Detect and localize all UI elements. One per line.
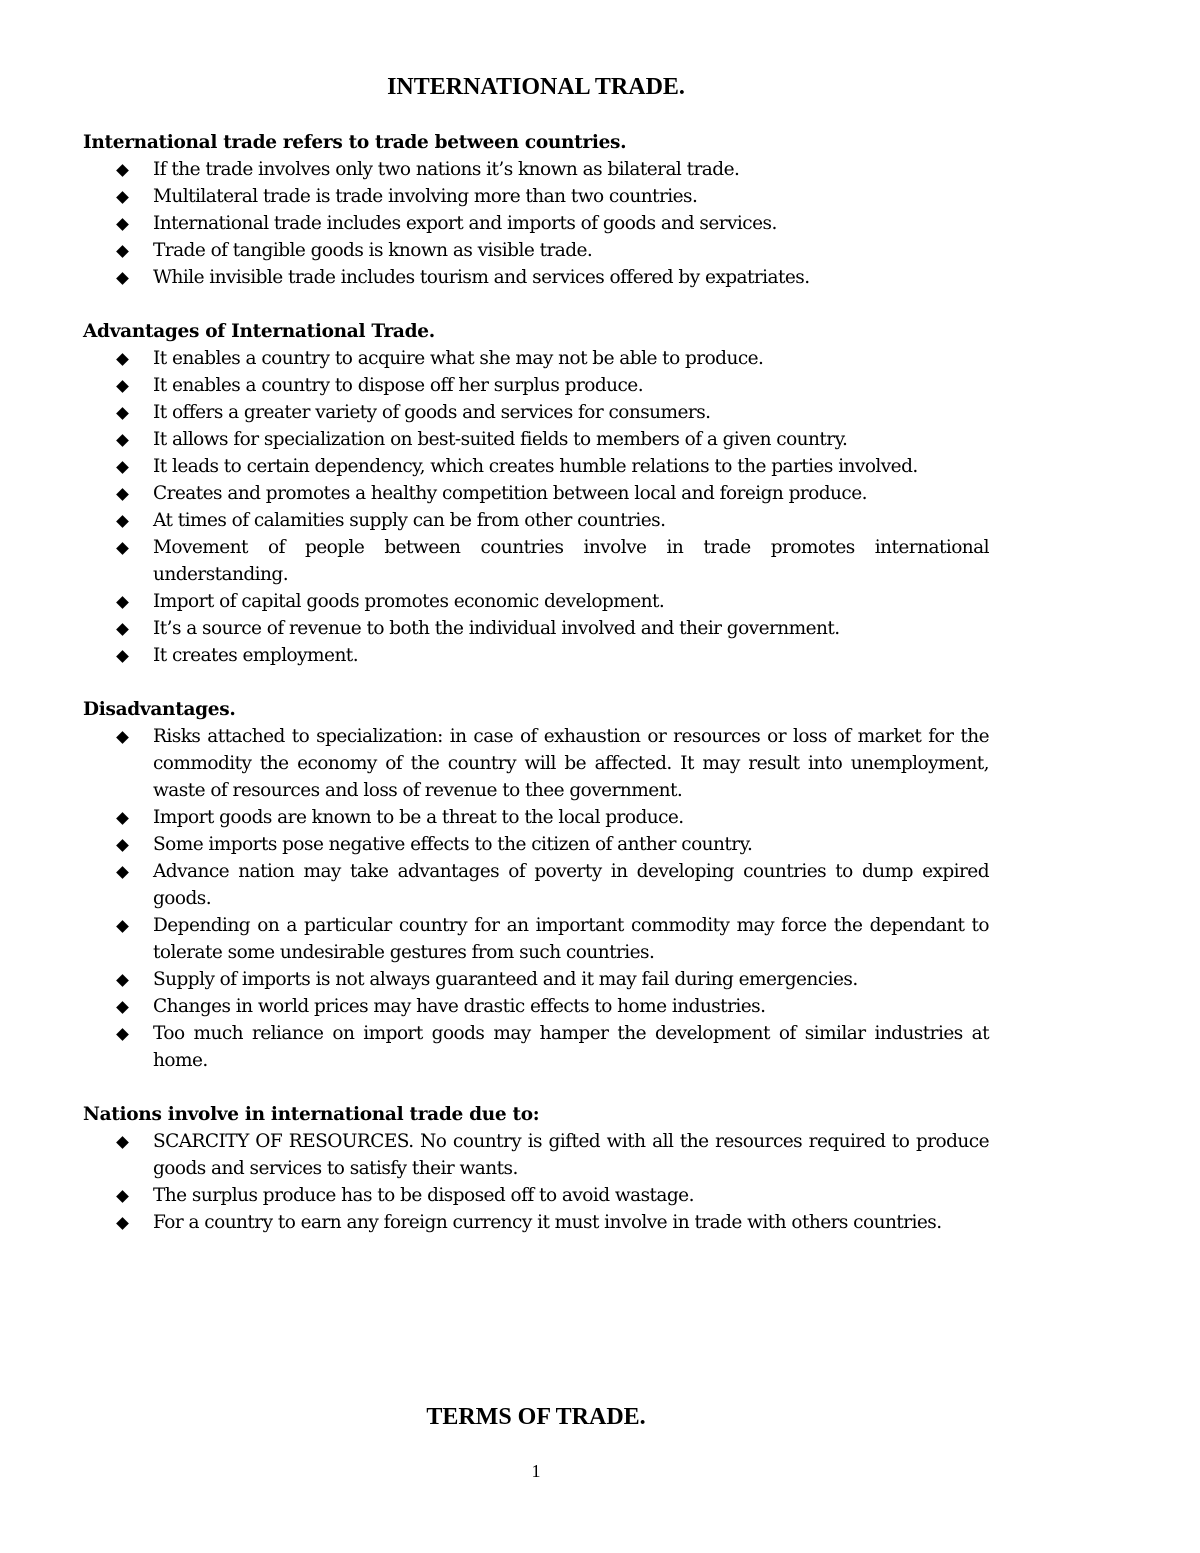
section-heading: Nations involve in international trade due to: xyxy=(83,1104,540,1125)
bullet-list xyxy=(83,723,989,1074)
list-item-text: Supply of imports is not always guaranteed and it may fail during emergencies. xyxy=(153,969,858,990)
list-item-text: Trade of tangible goods is known as visible trade. xyxy=(153,240,593,261)
list-item xyxy=(83,264,989,291)
list-item xyxy=(83,588,989,615)
list-item xyxy=(83,534,989,588)
list-item-text: Some imports pose negative effects to the citizen of anther country. xyxy=(153,834,753,855)
list-item xyxy=(83,831,989,858)
section-heading: International trade refers to trade between countries. xyxy=(83,132,627,153)
diamond-bullet-icon xyxy=(116,974,129,987)
bullet-list xyxy=(83,156,989,291)
list-item xyxy=(83,507,989,534)
list-item-text: It leads to certain dependency, which creates humble relations to the parties involved. xyxy=(153,456,918,477)
diamond-bullet-icon xyxy=(116,515,129,528)
diamond-bullet-icon xyxy=(116,1136,129,1149)
list-item xyxy=(83,1182,989,1209)
list-item-text: At times of calamities supply can be from other countries. xyxy=(153,510,666,531)
list-item-text: It offers a greater variety of goods and services for consumers. xyxy=(153,402,711,423)
page-title: INTERNATIONAL TRADE. xyxy=(387,74,685,100)
list-item xyxy=(83,642,989,669)
list-item xyxy=(83,453,989,480)
diamond-bullet-icon xyxy=(116,191,129,204)
diamond-bullet-icon xyxy=(116,218,129,231)
list-item xyxy=(83,1209,989,1236)
list-item xyxy=(83,966,989,993)
list-item xyxy=(83,858,989,912)
list-item-text: For a country to earn any foreign currency it must involve in trade with others countries. xyxy=(153,1212,942,1233)
page-number: 1 xyxy=(531,1461,541,1481)
section-heading: Advantages of International Trade. xyxy=(83,321,435,342)
list-item-text: If the trade involves only two nations it’s known as bilateral trade. xyxy=(153,159,740,180)
diamond-bullet-icon xyxy=(116,1028,129,1041)
diamond-bullet-icon xyxy=(116,542,129,555)
diamond-bullet-icon xyxy=(116,839,129,852)
next-section-title: TERMS OF TRADE. xyxy=(426,1404,646,1430)
list-item-text: Import goods are known to be a threat to the local produce. xyxy=(153,807,684,828)
diamond-bullet-icon xyxy=(116,353,129,366)
list-item xyxy=(83,804,989,831)
list-item-text: International trade includes export and imports of goods and services. xyxy=(153,213,777,234)
list-item xyxy=(83,426,989,453)
list-item-text: SCARCITY OF RESOURCES. No country is gifted with all the resources required to produce goods and services to satisfy their wants. xyxy=(153,1131,989,1179)
section-heading: Disadvantages. xyxy=(83,699,236,720)
diamond-bullet-icon xyxy=(116,407,129,420)
list-item xyxy=(83,237,989,264)
diamond-bullet-icon xyxy=(116,1190,129,1203)
list-item-text: Movement of people between countries involve in trade promotes international understanding. xyxy=(153,537,989,585)
list-item-text: The surplus produce has to be disposed off to avoid wastage. xyxy=(153,1185,694,1206)
list-item xyxy=(83,183,989,210)
list-item xyxy=(83,1128,989,1182)
diamond-bullet-icon xyxy=(116,650,129,663)
document-body xyxy=(83,129,989,1263)
section-disadvantages xyxy=(83,696,989,1074)
list-item xyxy=(83,372,989,399)
diamond-bullet-icon xyxy=(116,731,129,744)
list-item-text: It’s a source of revenue to both the individual involved and their government. xyxy=(153,618,840,639)
list-item-text: Import of capital goods promotes economic development. xyxy=(153,591,665,612)
diamond-bullet-icon xyxy=(116,434,129,447)
list-item-text: Multilateral trade is trade involving more than two countries. xyxy=(153,186,698,207)
list-item xyxy=(83,399,989,426)
diamond-bullet-icon xyxy=(116,920,129,933)
list-item xyxy=(83,723,989,804)
list-item-text: Advance nation may take advantages of poverty in developing countries to dump expired goods. xyxy=(153,861,989,909)
list-item-text: It enables a country to dispose off her surplus produce. xyxy=(153,375,644,396)
list-item-text: While invisible trade includes tourism and services offered by expatriates. xyxy=(153,267,810,288)
list-item-text: It allows for specialization on best-suited fields to members of a given country. xyxy=(153,429,848,450)
list-item xyxy=(83,480,989,507)
section-overview xyxy=(83,129,989,291)
list-item xyxy=(83,912,989,966)
diamond-bullet-icon xyxy=(116,596,129,609)
list-item xyxy=(83,1020,989,1074)
list-item-text: Creates and promotes a healthy competition between local and foreign produce. xyxy=(153,483,867,504)
diamond-bullet-icon xyxy=(116,1001,129,1014)
section-advantages xyxy=(83,318,989,669)
list-item-text: It enables a country to acquire what she may not be able to produce. xyxy=(153,348,764,369)
list-item xyxy=(83,615,989,642)
section-reasons xyxy=(83,1101,989,1236)
diamond-bullet-icon xyxy=(116,461,129,474)
list-item xyxy=(83,156,989,183)
list-item xyxy=(83,210,989,237)
list-item xyxy=(83,993,989,1020)
list-item-text: Risks attached to specialization: in case of exhaustion or resources or loss of market for the commodity the economy of the country will be affected. It may result into unemployment, waste of resources and loss of revenue to thee government. xyxy=(153,726,989,801)
diamond-bullet-icon xyxy=(116,623,129,636)
list-item-text: Depending on a particular country for an important commodity may force the dependant to tolerate some undesirable gestures from such countries. xyxy=(153,915,989,963)
list-item xyxy=(83,345,989,372)
list-item-text: Changes in world prices may have drastic effects to home industries. xyxy=(153,996,766,1017)
diamond-bullet-icon xyxy=(116,245,129,258)
diamond-bullet-icon xyxy=(116,488,129,501)
diamond-bullet-icon xyxy=(116,164,129,177)
list-item-text: Too much reliance on import goods may hamper the development of similar industries at home. xyxy=(153,1023,989,1071)
diamond-bullet-icon xyxy=(116,812,129,825)
diamond-bullet-icon xyxy=(116,380,129,393)
bullet-list xyxy=(83,1128,989,1236)
bullet-list xyxy=(83,345,989,669)
diamond-bullet-icon xyxy=(116,1217,129,1230)
diamond-bullet-icon xyxy=(116,866,129,879)
diamond-bullet-icon xyxy=(116,272,129,285)
list-item-text: It creates employment. xyxy=(153,645,359,666)
